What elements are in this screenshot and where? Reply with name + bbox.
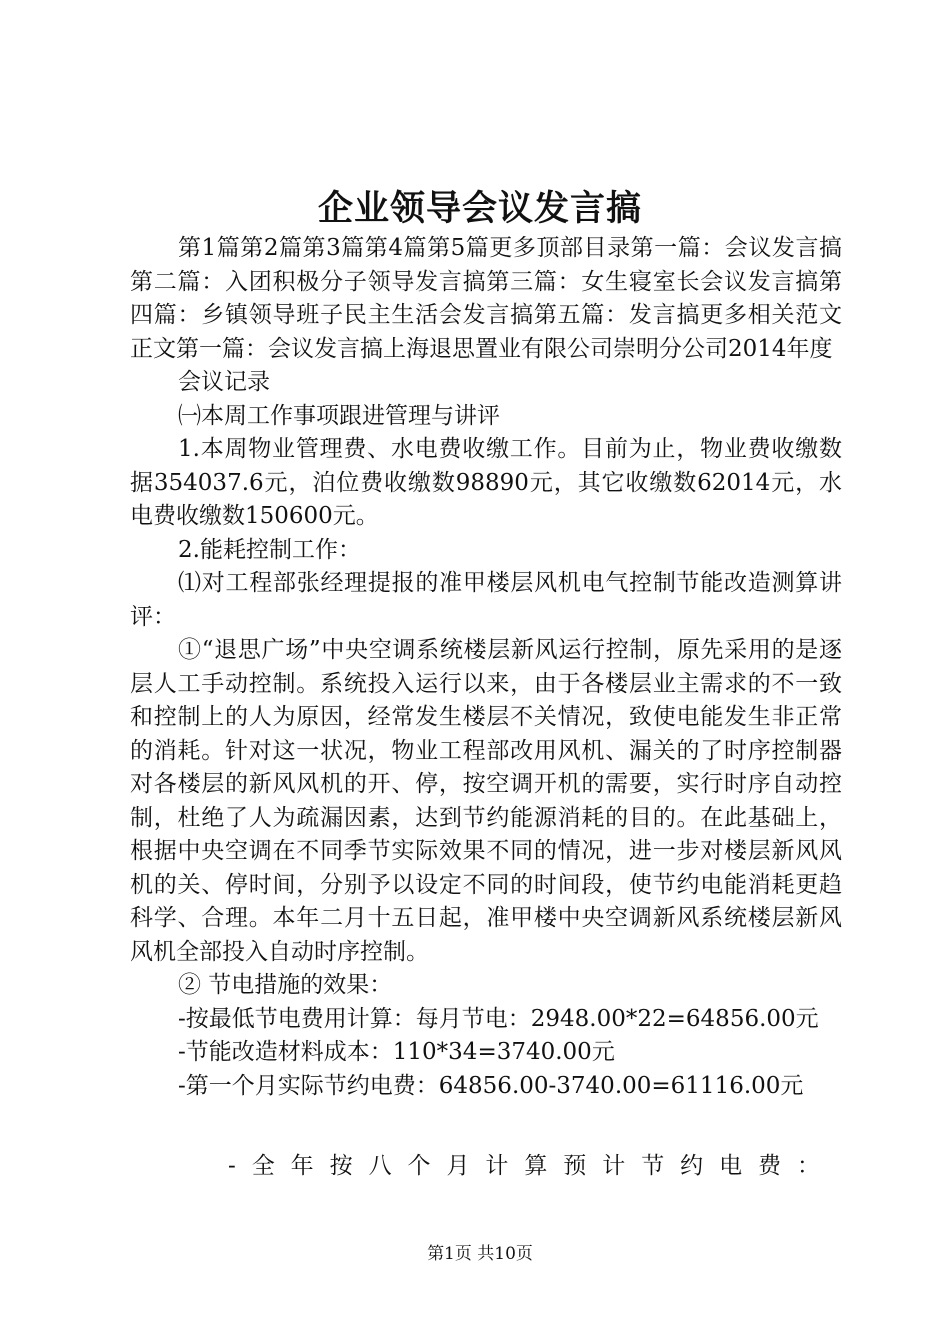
paragraph-monthly-saving: -按最低节电费用计算：每月节电：2948.00*22=64856.00元 xyxy=(178,1005,819,1032)
page-footer: 第1页 共10页 xyxy=(427,1244,533,1264)
paragraph-retrofit-review: ⑴对工程部张经理提报的准甲楼层风机电气控制节能改造测算讲评： xyxy=(130,570,842,630)
document-body xyxy=(130,232,842,1103)
paragraph-material-cost: -节能改造材料成本：110*34=3740.00元 xyxy=(178,1039,615,1065)
paragraph-meeting-record: 会议记录 xyxy=(178,369,270,395)
paragraph-energy-control: 2.能耗控制工作： xyxy=(178,536,361,563)
paragraph-first-month: -第一个月实际节约电费：64856.00-3740.00=61116.00元 xyxy=(178,1072,804,1099)
paragraph-fee-collection: 1.本周物业管理费、水电费收缴工作。目前为止，物业费收缴数据354037.6元，泊位费收缴数98890元，其它收缴数62014元，水电费收缴数150600元。 xyxy=(130,436,842,529)
paragraph-toc: 第1篇第2篇第3篇第4篇第5篇更多顶部目录第一篇：会议发言搞第二篇：入团积极分子领导发言搞第三篇：女生寝室长会议发言搞第四篇：乡镇领导班子民主生活会发言搞第五篇：发言搞更多相关范文正文第一篇：会议发言搞上海退思置业有限公司崇明分公司2014年度 xyxy=(130,235,842,362)
document-title: 企业领导会议发言搞 xyxy=(317,188,642,229)
paragraph-saving-effect: ② 节电措施的效果： xyxy=(178,972,393,998)
paragraph-annual-estimate: -全年按八个月计算预计节约电费： xyxy=(228,1153,822,1179)
paragraph-section-1: ㈠本周工作事项跟进管理与讲评 xyxy=(178,402,500,429)
paragraph-hvac-control: ①“退思广场”中央空调系统楼层新风运行控制，原先采用的是逐层人工手动控制。系统投入运行以来，由于各楼层业主需求的不一致和控制上的人为原因，经常发生楼层不关情况，致使电能发生非正常的消耗。针对这一状况，物业工程部改用风机、漏关的了时序控制器对各楼层的新风风机的开、停，按空调开机的需要，实行时序自动控制，杜绝了人为疏漏因素，达到节约能源消耗的目的。在此基础上，根据中央空调在不同季节实际效果不同的情况，进一步对楼层新风风机的关、停时间，分别予以设定不同的时间段，使节约电能消耗更趋科学、合理。本年二月十五日起，准甲楼中央空调新风系统楼层新风风机全部投入自动时序控制。 xyxy=(130,637,842,965)
